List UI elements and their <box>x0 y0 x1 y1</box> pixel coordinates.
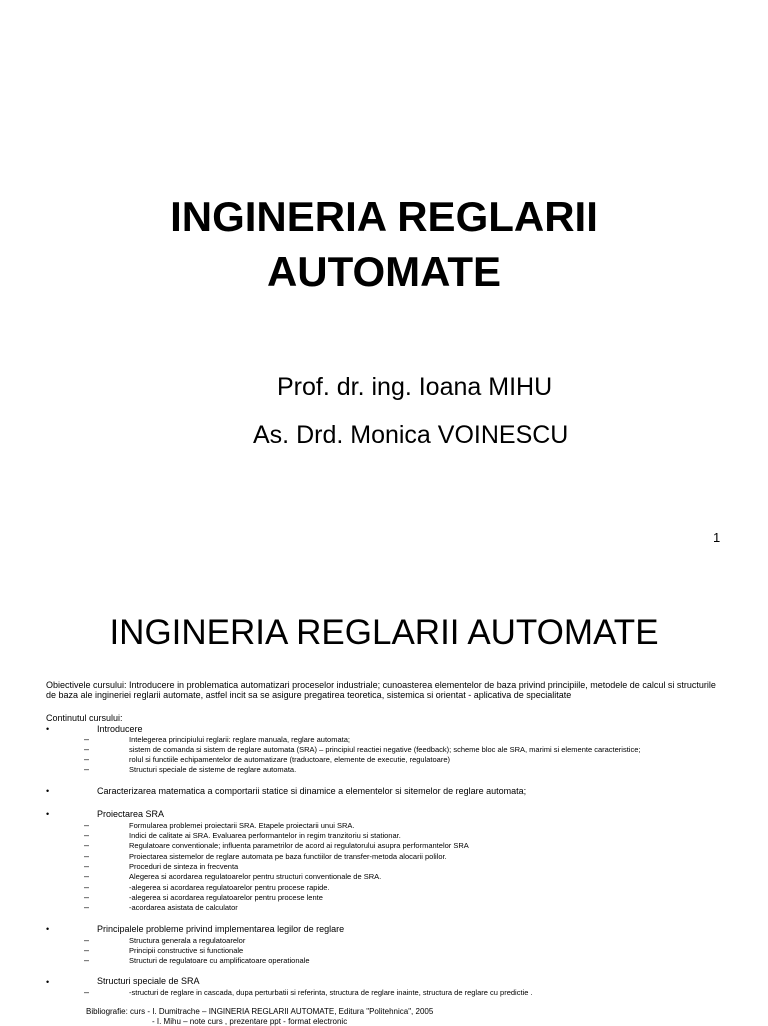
contents-label: Continutul cursului: <box>46 713 123 723</box>
bibliography-line: - I. Mihu – note curs , prezentare ppt - format electronic <box>152 1017 348 1026</box>
bullet-icon: • <box>46 924 50 934</box>
dash-icon: – <box>84 945 90 955</box>
list-item: Structuri speciale de sisteme de reglare automata. <box>129 765 297 774</box>
section-title: Caracterizarea matematica a comportarii statice si dinamice a elementelor si sitemelor de reglare automata; <box>97 786 527 796</box>
bullet-icon: • <box>46 786 50 796</box>
content-slide <box>0 580 768 1024</box>
dash-icon: – <box>84 840 90 850</box>
list-item: Proceduri de sinteza in frecventa <box>129 862 239 871</box>
list-item: Regulatoare conventionale; influenta parametrilor de acord ai regulatorului asupra performantelor SRA <box>129 841 469 850</box>
author-assistant: As. Drd. Monica VOINESCU <box>253 421 569 449</box>
section-title: Principalele probleme privind implementarea legilor de reglare <box>97 924 345 934</box>
dash-icon: – <box>84 955 90 965</box>
dash-icon: – <box>84 987 90 997</box>
list-item: sistem de comanda si sistem de reglare automata (SRA) – principiul reactiei negative (feedback); scheme bloc ale SRA, marimi si elemente caracteristice; <box>129 745 641 754</box>
bullet-icon: • <box>46 809 50 819</box>
dash-icon: – <box>84 764 90 774</box>
list-item: Alegerea si acordarea regulatoarelor pentru structuri conventionale de SRA. <box>129 872 382 881</box>
dash-icon: – <box>84 754 90 764</box>
dash-icon: – <box>84 851 90 861</box>
slide-title-line1: INGINERIA REGLARII <box>170 193 598 240</box>
author-professor: Prof. dr. ing. Ioana MIHU <box>277 373 553 401</box>
section-title: Proiectarea SRA <box>97 809 165 819</box>
bibliography-line: Bibliografie: curs - I. Dumitrache – INGINERIA REGLARII AUTOMATE, Editura "Politehnica", 2005 <box>86 1007 434 1016</box>
list-item: -alegerea si acordarea regulatoarelor pentru procese rapide. <box>129 883 330 892</box>
list-item: -structuri de reglare in cascada, dupa perturbatii si referinta, structura de reglare inainte, structura de reglare cu predictie . <box>129 988 533 997</box>
list-item: rolul si functiile echipamentelor de automatizare (traductoare, elemente de executie, regulatoare) <box>129 755 451 764</box>
bullet-icon: • <box>46 724 50 734</box>
dash-icon: – <box>84 744 90 754</box>
content-slide-title: INGINERIA REGLARII AUTOMATE <box>109 613 659 652</box>
dash-icon: – <box>84 830 90 840</box>
list-item: Intelegerea principiului reglarii: reglare manuala, reglare automata; <box>129 735 350 744</box>
list-item: Proiectarea sistemelor de reglare automata pe baza functiilor de transfer-metoda alocarii polilor. <box>129 852 447 861</box>
page-number: 1 <box>713 530 721 545</box>
section-title: Introducere <box>97 724 143 734</box>
dash-icon: – <box>84 882 90 892</box>
slide-title-line2: AUTOMATE <box>266 248 502 295</box>
dash-icon: – <box>84 892 90 902</box>
dash-icon: – <box>84 871 90 881</box>
dash-icon: – <box>84 935 90 945</box>
dash-icon: – <box>84 820 90 830</box>
course-objectives: Obiectivele cursului: Introducere in problematica automatizari proceselor industriale; cunoasterea elementelor de baza privind principiile, metodele de calcul si structurile de baza ale ingineriei reglarii automate, astfel incit sa se asigure pregatirea teoretica, sistemica si orientat - aplicativa de specialitate <box>46 680 716 700</box>
list-item: -alegerea si acordarea regulatoarelor pentru procese lente <box>129 893 323 902</box>
dash-icon: – <box>84 902 90 912</box>
section-title: Structuri speciale de SRA <box>97 976 200 986</box>
list-item: Principii constructive si functionale <box>129 946 244 955</box>
list-item: Structura generala a regulatoarelor <box>129 936 246 945</box>
list-item: -acordarea asistata de calculator <box>129 903 238 912</box>
bullet-icon: • <box>46 977 50 987</box>
list-item: Structuri de regulatoare cu amplificatoare operationale <box>129 956 310 965</box>
dash-icon: – <box>84 734 90 744</box>
list-item: Indici de calitate ai SRA. Evaluarea performantelor in regim tranzitoriu si stationar. <box>129 831 401 840</box>
list-item: Formularea problemei proiectarii SRA. Etapele proiectarii unui SRA. <box>129 821 355 830</box>
dash-icon: – <box>84 861 90 871</box>
